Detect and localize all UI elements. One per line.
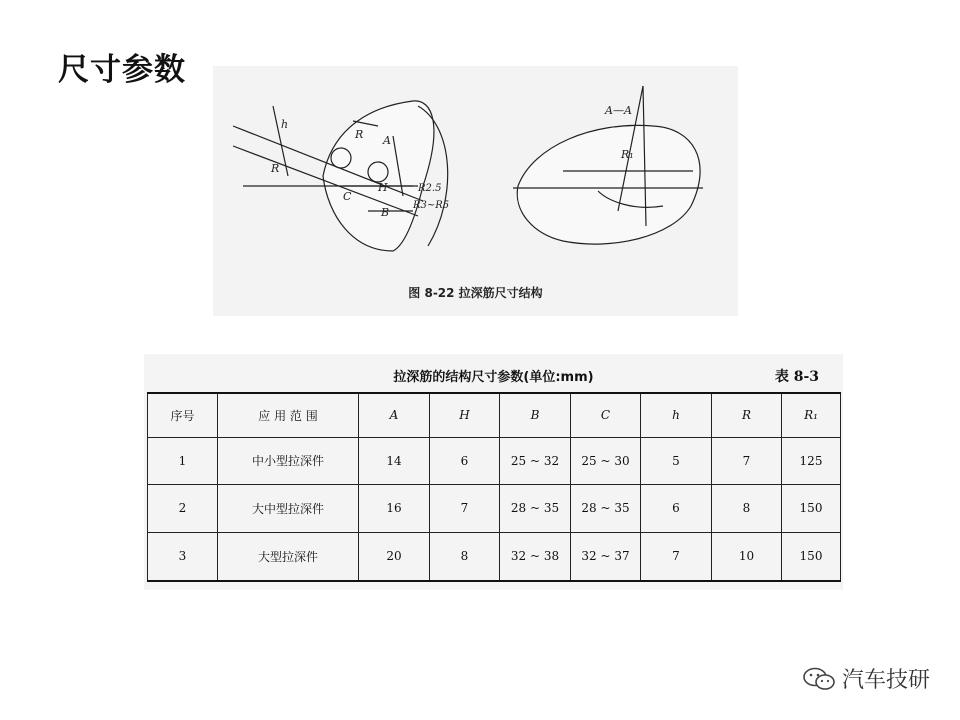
cell-index: 2 — [148, 485, 218, 533]
label-r-left: R — [271, 162, 280, 175]
header-hh: H — [430, 393, 500, 437]
parameter-table-block — [144, 354, 843, 590]
label-a: A — [383, 134, 391, 147]
cell-r: 10 — [712, 532, 782, 581]
label-hh: H — [378, 181, 388, 194]
header-h: h — [641, 393, 712, 437]
cell-c: 25 ~ 30 — [571, 437, 641, 485]
label-r3r5: R3~R5 — [413, 200, 450, 211]
wechat-icon — [802, 666, 836, 692]
cell-c: 28 ~ 35 — [571, 485, 641, 533]
header-r1: R₁ — [782, 393, 841, 437]
slide-title: 尺寸参数 — [58, 52, 186, 88]
label-r25: R2.5 — [418, 183, 442, 194]
label-h: h — [281, 118, 289, 131]
drawbead-diagram — [213, 66, 738, 316]
header-application: 应 用 范 围 — [218, 393, 359, 437]
cell-application: 大中型拉深件 — [218, 485, 359, 533]
table-row — [148, 485, 841, 533]
cell-r: 8 — [712, 485, 782, 533]
cell-a: 16 — [359, 485, 430, 533]
table-number: 表 8-3 — [774, 369, 819, 385]
cell-r1: 150 — [782, 485, 841, 533]
figure-drawbead-structure — [213, 66, 738, 316]
header-a: A — [359, 393, 430, 437]
watermark-text: 汽车技研 — [841, 668, 930, 693]
label-r1: R₁ — [621, 148, 634, 161]
cell-a: 14 — [359, 437, 430, 485]
cell-h: 5 — [641, 437, 712, 485]
cell-hh: 7 — [430, 485, 500, 533]
cell-a: 20 — [359, 532, 430, 581]
watermark — [802, 663, 930, 694]
label-c: C — [343, 190, 352, 203]
label-r: R — [355, 128, 364, 141]
cell-h: 6 — [641, 485, 712, 533]
cell-application: 中小型拉深件 — [218, 437, 359, 485]
cell-r1: 125 — [782, 437, 841, 485]
label-section: A—A — [605, 104, 632, 117]
cell-c: 32 ~ 37 — [571, 532, 641, 581]
header-b: B — [500, 393, 571, 437]
cell-r1: 150 — [782, 532, 841, 581]
cell-index: 3 — [148, 532, 218, 581]
header-index: 序号 — [148, 393, 218, 437]
parameter-table — [147, 392, 841, 582]
header-c: C — [571, 393, 641, 437]
table-row — [148, 532, 841, 581]
cell-application: 大型拉深件 — [218, 532, 359, 581]
table-row — [148, 437, 841, 485]
cell-b: 25 ~ 32 — [500, 437, 571, 485]
table-header-row — [148, 393, 841, 437]
cell-index: 1 — [148, 437, 218, 485]
cell-b: 28 ~ 35 — [500, 485, 571, 533]
cell-hh: 6 — [430, 437, 500, 485]
cell-h: 7 — [641, 532, 712, 581]
cell-hh: 8 — [430, 532, 500, 581]
label-b: B — [381, 206, 390, 219]
cell-r: 7 — [712, 437, 782, 485]
cell-b: 32 ~ 38 — [500, 532, 571, 581]
header-r: R — [712, 393, 782, 437]
table-caption: 拉深筋的结构尺寸参数(单位:mm) — [393, 370, 594, 385]
figure-caption: 图 8-22 拉深筋尺寸结构 — [408, 286, 543, 300]
